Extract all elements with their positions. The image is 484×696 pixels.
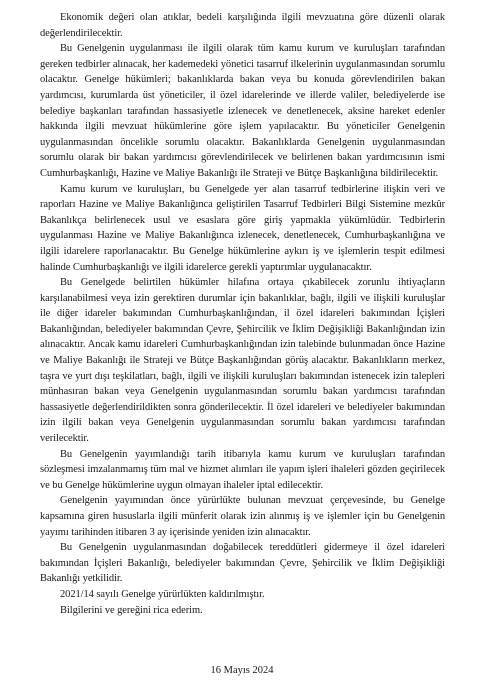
paragraph-permission-requests: Bu Genelgede belirtilen hükümler hilafına ortaya çıkabilecek zorunlu ihtiyaçların karşılanabilmesi veya izin gerektiren durumlar için bakanlıklar, bağlı, ilgili ve ilişkili kuruluşlar ile diğer idareler bakımından Cumhurbaşkanlığından, il özel idareleri bakımından İçişleri Bakanlığından, belediyeler bakımından Çevre, Şehircilik ve İklim Değişikliği Bakanlığından izin alınacaktır. Ancak kamu idareleri Cumhurbaşkanlığından izin talebinde bulunmadan önce Hazine ve Maliye Bakanlığı ile Strateji ve Bütçe Başkanlığından görüş alacaktır. Bakanlıkların merkez, taşra ve yurt dışı teşkilatları, bağlı, ilgili ve ilişkili kuruluşları bakımından istenecek izin talepleri münhasıran bakan veya Genelgenin uygulanmasından sorumlu bakan yardımcısı tarafından hassasiyetle değerlendirildikten sonra gönderilecektir. İl özel idareleri ve belediyeler bakımından izin ilgili bakan veya Genelgenin uygulanmasından sorumlu bakan yardımcısı tarafından verilecektir. [40, 277, 445, 445]
paragraph-implementation-responsibility: Bu Genelgenin uygulanması ile ilgili olarak tüm kamu kurum ve kuruluşları tarafından gereken tedbirler alınacak, her kademedeki yönetici tasarruf ilkelerinin uygulanmasından sorumlu olacaktır. Genelge hükümleri; bakanlıklarda bakan veya bu konuda görevlendirilen bakan yardımcısı, kurumlarda üst yöneticiler, il özel idarelerinde ve illerde valiler, belediyelerde ise belediye başkanları tarafından hassasiyetle izlenecek ve denetlenecek, aksine hareket edenler hakkında ilgili mevzuat hükümlerine göre işlem yapılacaktır. Bu yöneticiler Genelgenin uygulanmasından öncelikle sorumlu olacaktır. Bakanlıklarda Genelgenin uygulanmasından sorumlu olarak bir bakan yardımcısı görevlendirilecek ve belirlenen bakan yardımcısının ismi Cumhurbaşkanlığı, Hazine ve Maliye Bakanlığı ile Strateji ve Bütçe Başkanlığına bildirilecektir. [40, 43, 445, 179]
paragraph-renewed-permissions: Genelgenin yayımından önce yürürlükte bulunan mevzuat çerçevesinde, bu Genelge kapsamına giren hususlarla ilgili münferit olarak izin alınmış iş ve işlemler için bu Genelgenin yayımı tarihinden itibaren 3 ay içerisinde yeniden izin alınacaktır. [40, 495, 445, 538]
paragraph-economic-waste: Ekonomik değeri olan atıklar, bedeli karşılığında ilgili mevzuatına göre düzenli olarak değerlendirilecektir. [40, 12, 445, 39]
document-date: 16 Mayıs 2024 [210, 665, 274, 676]
paragraph-repeal: 2021/14 sayılı Genelge yürürlükten kaldırılmıştır. [60, 588, 265, 600]
paragraph-closing: Bilgilerini ve gereğini rica ederim. [60, 604, 203, 616]
document-body [40, 10, 445, 618]
paragraph-tender-review: Bu Genelgenin yayımlandığı tarih itibarıyla kamu kurum ve kuruluşları tarafından sözleşmesi imzalanmamış tüm mal ve hizmet alımları ile yapım işleri ihaleleri gözden geçirilecek ve bu Genelge hükümlerine uygun olmayan ihaleler iptal edilecektir. [40, 448, 445, 491]
paragraph-reporting-system: Kamu kurum ve kuruluşları, bu Genelgede yer alan tasarruf tedbirlerine ilişkin veri ve raporları Hazine ve Maliye Bakanlığınca geliştirilen Tasarruf Tedbirleri Bilgi Sistemine mezkûr Bakanlıkça belirlenecek usul ve esaslara göre giriş yapmakla yükümlüdür. Tedbirlerin uygulanması Hazine ve Maliye Bakanlığınca izlenecek, denetlenecek, Cumhurbaşkanlığına ve ilgili idarelere raporlanacaktır. Bu Genelge hükümlerine aykırı iş ve işlemlerin tespit edilmesi halinde Cumhurbaşkanlığı ve ilgili idarelerce gerekli yaptırımlar uygulanacaktır. [40, 183, 445, 273]
paragraph-authorized-bodies: Bu Genelgenin uygulanmasından doğabilecek tereddütleri gidermeye il özel idareleri bakımından İçişleri Bakanlığı, belediyeler bakımından Çevre, Şehircilik ve İklim Değişikliği Bakanlığı yetkilidir. [40, 542, 445, 585]
